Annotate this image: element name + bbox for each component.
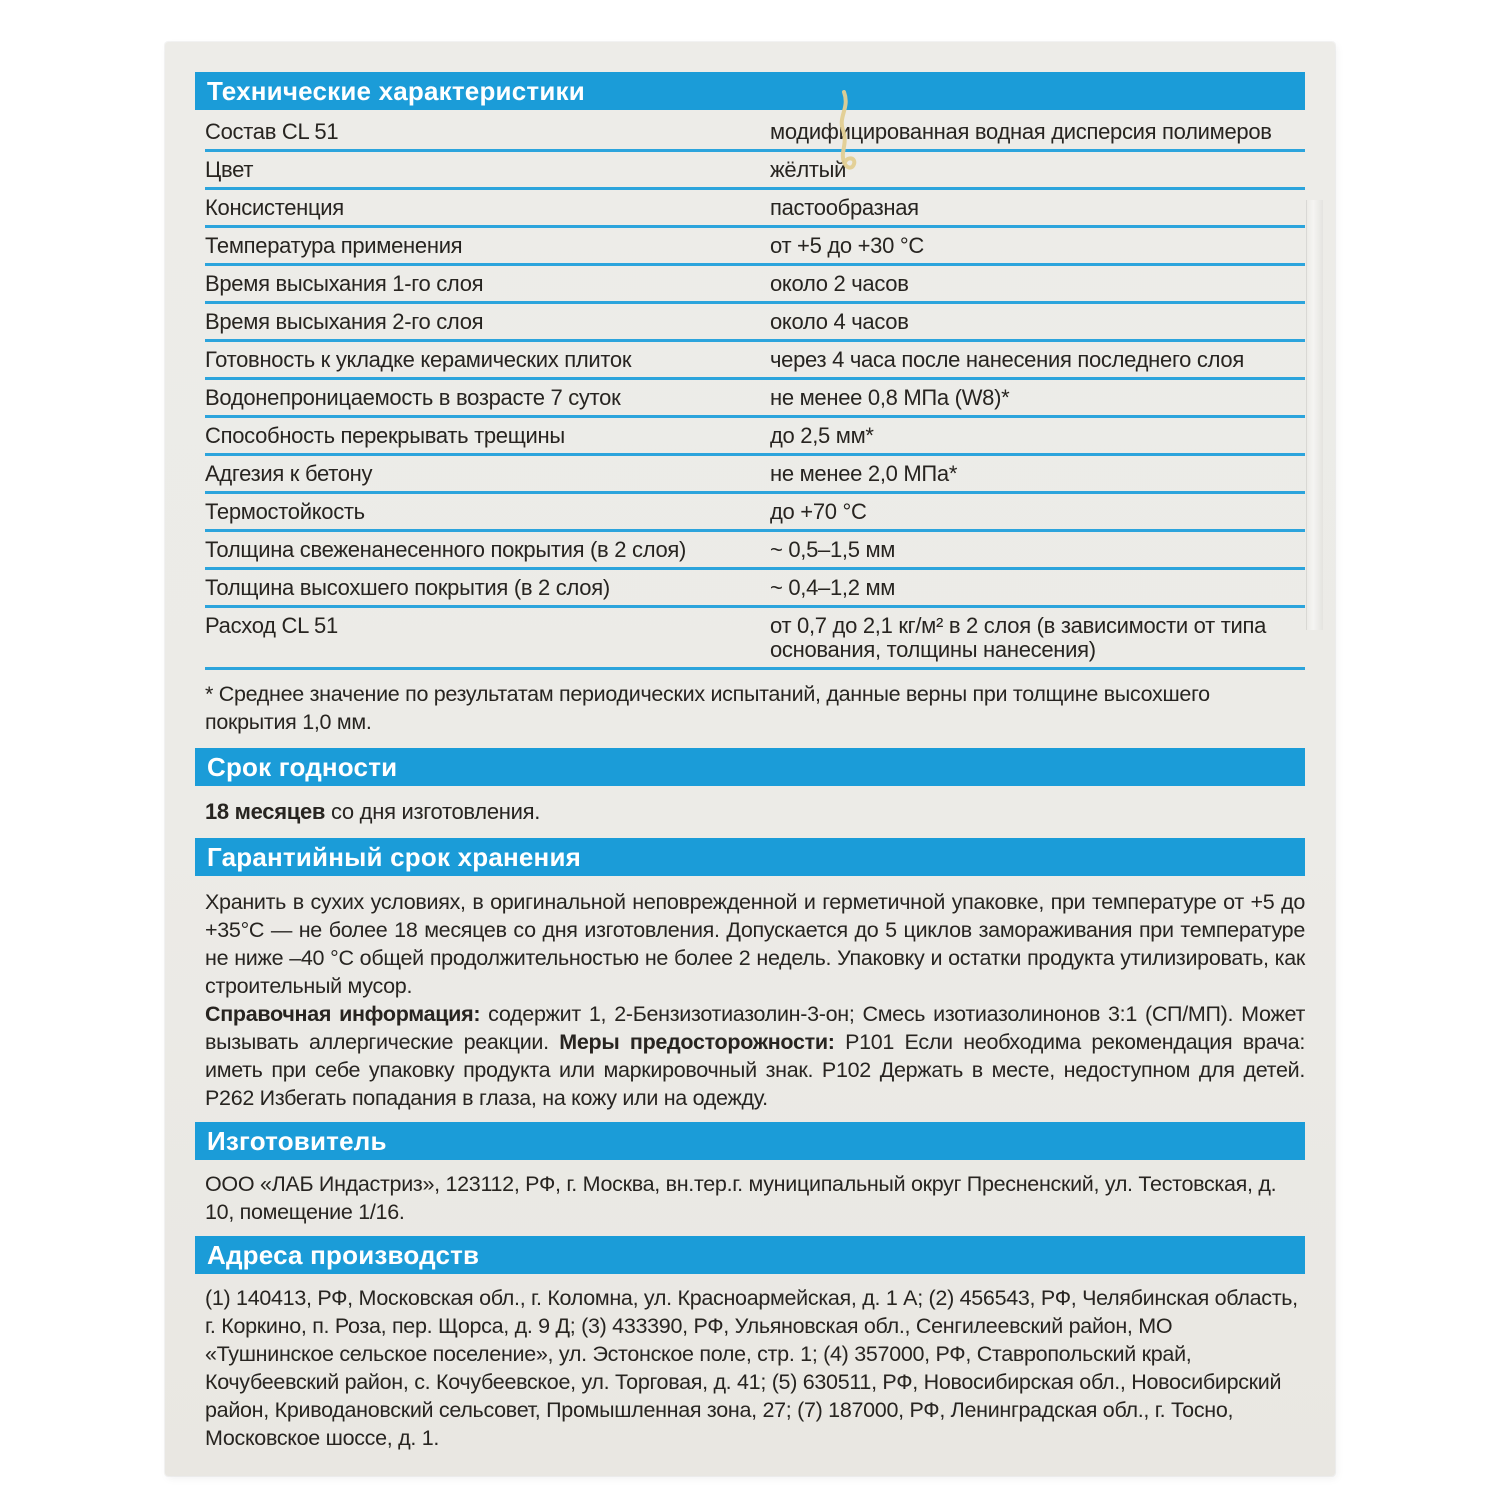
row-label: Время высыхания 2-го слоя bbox=[205, 309, 484, 334]
row-value: ~ 0,5–1,5 мм bbox=[770, 537, 896, 562]
reference-info-label: Справочная информация: bbox=[205, 1002, 481, 1026]
row-value: не менее 0,8 МПа (W8)* bbox=[770, 385, 1010, 410]
section-title: Изготовитель bbox=[207, 1126, 387, 1156]
safety-paragraph bbox=[205, 1000, 1305, 1112]
row-value: около 4 часов bbox=[770, 309, 909, 334]
row-value: от +5 до +30 °C bbox=[770, 233, 924, 258]
storage-paragraph: Хранить в сухих условиях, в оригинальной неповрежденной и герметичной упаковке, при температуре от +5 до +35°C — не более 18 месяцев со дня изготовления. Допускается до 5 циклов замораживания при температуре не ниже –40 °C общей продолжительностью не более 2 недель. Упаковку и остатки продукта утилизировать, как строительный мусор. bbox=[205, 890, 1305, 998]
row-value: не менее 2,0 МПа* bbox=[770, 461, 958, 486]
row-label: Готовность к укладке керамических плиток bbox=[205, 347, 632, 372]
table-row bbox=[205, 570, 1305, 608]
row-label: Способность перекрывать трещины bbox=[205, 423, 565, 448]
section-title: Срок годности bbox=[207, 752, 398, 782]
row-value: от 0,7 до 2,1 кг/м² в 2 слоя (в зависимости от типа основания, толщины нанесения) bbox=[770, 613, 1267, 662]
reference-info-text: содержит 1, 2-Бензизотиазолин-3-он; Смесь изотиазолинонов 3:1 (СП/МП). Может вызывать аллергические реакции. bbox=[205, 1002, 1305, 1054]
shelf-life-duration: 18 месяцев bbox=[205, 799, 326, 824]
row-label: Время высыхания 1-го слоя bbox=[205, 271, 484, 296]
table-row bbox=[205, 228, 1305, 266]
row-label: Толщина свеженанесенного покрытия (в 2 слоя) bbox=[205, 537, 687, 562]
row-value: через 4 часа после нанесения последнего слоя bbox=[770, 347, 1244, 372]
section-header-manufacturer bbox=[195, 1122, 1305, 1160]
shelf-life-text bbox=[205, 798, 1305, 826]
section-header-production-addresses bbox=[195, 1236, 1305, 1274]
tech-table bbox=[205, 110, 1305, 670]
tech-footnote: * Среднее значение по результатам периодических испытаний, данные верны при толщине высохшего покрытия 1,0 мм. bbox=[205, 682, 1210, 734]
precautions-label: Меры предосторожности: bbox=[559, 1030, 835, 1054]
precautions-text: P101 Если необходима рекомендация врача: иметь при себе упаковку продукта или маркировочный знак. P102 Держать в месте, недоступном для детей. P262 Избегать попадания в глаза, на кожу или на одежду. bbox=[205, 1030, 1305, 1110]
production-addresses-text: (1) 140413, РФ, Московская обл., г. Коломна, ул. Красноармейская, д. 1 А; (2) 456543, РФ, Челябинская область, г. Коркино, п. Роза, пер. Щорса, д. 9 Д; (3) 433390, РФ, Ульяновская обл., Сенгилеевский район, МО «Тушнинское сельское поселение», ул. Эстонское поле, стр. 1; (4) 357000, РФ, Ставропольский край, Кочубеевский район, с. Кочубеевское, ул. Торговая, д. 41; (5) 630511, РФ, Новосибирская обл., Новосибирский район, Криводановский сельсовет, Промышленная зона, 27; (7) 187000, РФ, Ленинградская обл., г. Тосно, Московское шоссе, д. 1. bbox=[205, 1286, 1298, 1450]
row-label: Адгезия к бетону bbox=[205, 461, 373, 486]
table-row bbox=[205, 418, 1305, 456]
product-label-card bbox=[165, 42, 1335, 1476]
row-label: Термостойкость bbox=[205, 499, 365, 524]
row-value: модифицированная водная дисперсия полимеров bbox=[770, 119, 1272, 144]
row-value: до 2,5 мм* bbox=[770, 423, 874, 448]
row-value: около 2 часов bbox=[770, 271, 909, 296]
table-row bbox=[205, 110, 1305, 152]
table-row bbox=[205, 190, 1305, 228]
shelf-life-rest: со дня изготовления. bbox=[325, 799, 541, 824]
table-row bbox=[205, 380, 1305, 418]
row-value: пастообразная bbox=[770, 195, 919, 220]
table-row bbox=[205, 342, 1305, 380]
row-label: Расход CL 51 bbox=[205, 613, 338, 638]
row-value: жёлтый bbox=[770, 157, 847, 182]
manufacturer-text: ООО «ЛАБ Индастриз», 123112, РФ, г. Москва, вн.тер.г. муниципальный округ Пресненский, ул. Тестовская, д. 10, помещение 1/16. bbox=[205, 1172, 1277, 1224]
row-label: Толщина высохшего покрытия (в 2 слоя) bbox=[205, 575, 610, 600]
table-row bbox=[205, 494, 1305, 532]
label-content bbox=[165, 42, 1335, 1476]
row-label: Температура применения bbox=[205, 233, 463, 258]
table-row bbox=[205, 266, 1305, 304]
row-label: Состав CL 51 bbox=[205, 119, 339, 144]
section-header-tech bbox=[195, 72, 1305, 110]
row-label: Консистенция bbox=[205, 195, 344, 220]
table-row bbox=[205, 304, 1305, 342]
section-header-storage bbox=[195, 838, 1305, 876]
table-row bbox=[205, 152, 1305, 190]
table-row bbox=[205, 608, 1305, 670]
section-header-shelf-life bbox=[195, 748, 1305, 786]
section-title: Адреса производств bbox=[207, 1240, 480, 1270]
table-row bbox=[205, 456, 1305, 494]
section-title: Гарантийный срок хранения bbox=[207, 842, 582, 872]
row-value: до +70 °C bbox=[770, 499, 867, 524]
row-label: Водонепроницаемость в возрасте 7 суток bbox=[205, 385, 621, 410]
table-row bbox=[205, 532, 1305, 570]
row-value: ~ 0,4–1,2 мм bbox=[770, 575, 896, 600]
section-title: Технические характеристики bbox=[207, 76, 585, 106]
row-label: Цвет bbox=[205, 157, 254, 182]
